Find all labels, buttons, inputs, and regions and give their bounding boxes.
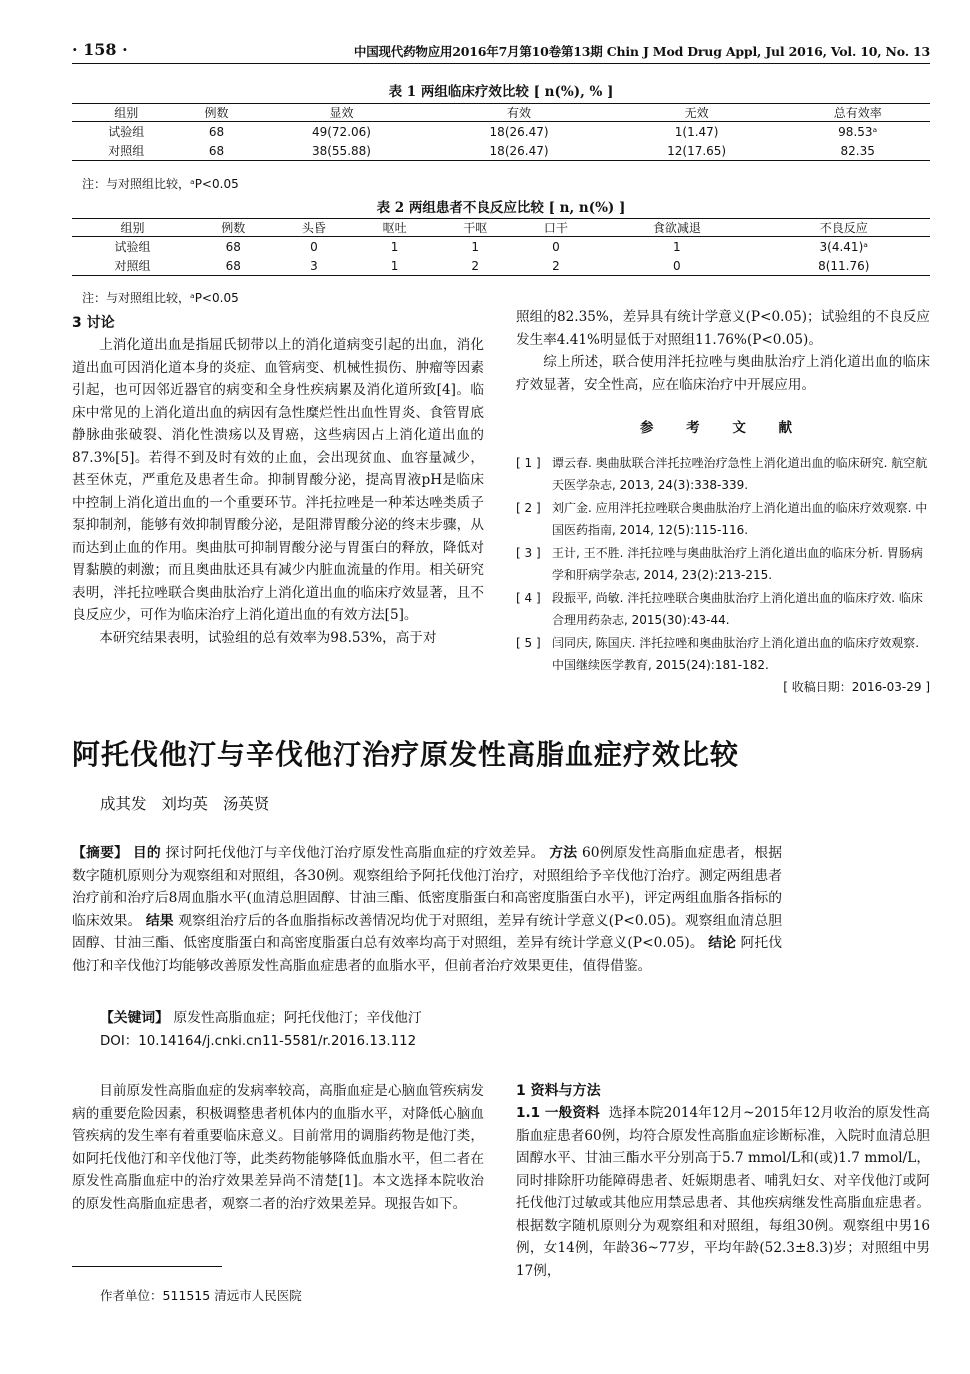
table-header: 干呕 [435, 219, 516, 237]
reference-number: [ 4 ] [516, 591, 541, 605]
table-cell: 68 [208, 124, 225, 139]
table-cell: 49(72.06) [311, 124, 371, 139]
reference-list [516, 452, 930, 676]
table-row [72, 141, 930, 161]
discussion-paragraph: 综上所述，联合使用泮托拉唑与奥曲肽治疗上消化道出血的临床疗效显著，安全性高，应在临床治疗中开展应用。 [516, 354, 930, 393]
article-authors: 成其发 刘均英 汤英贤 [100, 795, 270, 813]
table-cell: 68 [225, 239, 241, 254]
journal-header: 中国现代药物应用2016年7月第10卷第13期 Chin J Mod Drug Appl, Jul 2016, Vol. 10, No. 13 [353, 44, 930, 59]
table-cell: 18(26.47) [489, 143, 549, 158]
keywords-label: 【关键词】 [100, 1010, 169, 1026]
table-cell: 2 [471, 258, 480, 273]
methods-text: 60例原发性高脂血症患者，根据数字随机原则分为观察组和对照组，各30例。观察组给予阿托伐他汀治疗，对照组给予辛伐他汀治疗。测定两组患者治疗前和治疗后8周血脂水平(血清总胆固醇、甘油三酯、低密度脂蛋白和高密度脂蛋白水平)，评定两组血脂各指标的临床效果。 [72, 845, 783, 929]
reference-item [516, 542, 930, 586]
table-header: 无效 [608, 104, 786, 122]
reference-text: 段振平, 尚敏. 泮托拉唑联合奥曲肽治疗上消化道出血的临床疗效. 临床合理用药杂志, 2015(30):43-44. [552, 591, 923, 627]
table-cell: 对照组 [114, 259, 151, 273]
table-cell: 98.53ᵃ [838, 124, 878, 139]
received-date: [ 收稿日期：2016-03-29 ] [783, 680, 930, 694]
keywords-text: 原发性高脂血症；阿托伐他汀；辛伐他汀 [173, 1010, 422, 1026]
section-heading-methods: 1 资料与方法 [516, 1083, 601, 1099]
table-cell: 3 [310, 258, 318, 273]
table-cell: 0 [310, 239, 318, 254]
table-cell: 8(11.76) [818, 258, 870, 273]
table-header: 不良反应 [757, 219, 930, 237]
table-header: 例数 [193, 219, 274, 237]
table-header: 呕吐 [354, 219, 435, 237]
table-header: 食欲减退 [596, 219, 757, 237]
subsection-text: 选择本院2014年12月~2015年12月收治的原发性高脂血症患者60例，均符合原发性高脂血症诊断标准，入院时血清总胆固醇水平、甘油三酯水平分别高于5.7 mmol/L和(或)1.7 mmol/L，同时排除肝功能障碍患者、妊娠期患者、哺乳妇女、对辛伐他汀或阿托伐他汀过敏或其他应用禁忌患者、其他疾病继发性高脂血症患者。根据数字随机原则分为观察组和对照组，每组30例。观察组中男16例，女14例，年龄36~77岁，平均年龄(52.3±8.3)岁；对照组中男17例， [516, 1105, 930, 1279]
discussion-paragraph: 上消化道出血是指屈氏韧带以上的消化道病变引起的出血，消化道出血可因消化道本身的炎症、血管病变、机械性损伤、肿瘤等因素引起，也可因邻近器官的病变和全身性疾病累及消化道所致[4]。临床中常见的上消化道出血的病因有急性糜烂性出血性胃炎、食管胃底静脉曲张破裂、消化性溃疡以及胃癌，这些病因占上消化道出血的87.3%[5]。若得不到及时有效的止血，会出现贫血、血容量减少，甚至休克，严重危及患者生命。抑制胃酸分泌，提高胃液pH是临床中控制上消化道出血的一个重要环节。泮托拉唑是一种苯达唑类质子泵抑制剂，能够有效抑制胃酸分泌，是阻滞胃酸分泌的终末步骤，从而达到止血的作用。奥曲肽可抑制胃酸分泌与胃蛋白的释放，降低对胃黏膜的刺激；而且奥曲肽还具有减少内脏血流量的作用。相关研究表明，泮托拉唑联合奥曲肽治疗上消化道出血的临床疗效显著，且不良反应少，可作为临床治疗上消化道出血的有效方法[5]。 [72, 337, 484, 623]
table-cell: 68 [208, 143, 225, 158]
doi: DOI：10.14164/j.cnki.cn11-5581/r.2016.13.112 [100, 1034, 417, 1049]
discussion-paragraph: 照组的82.35%，差异具有统计学意义(P<0.05)；试验组的不良反应发生率4.41%明显低于对照组11.76%(P<0.05)。 [516, 309, 930, 348]
table-cell: 1(1.47) [674, 124, 719, 139]
table-header: 例数 [180, 104, 252, 122]
table2-note: 注：与对照组比较，ᵃP<0.05 [82, 291, 239, 305]
table-row [72, 256, 930, 276]
table-header-row [72, 219, 930, 237]
table2-caption: 表 2 两组患者不良反应比较 [ n, n(%) ] [376, 200, 626, 216]
reference-text: 刘广金. 应用泮托拉唑联合奥曲肽治疗上消化道出血的临床疗效观察. 中国医药指南, 2014, 12(5):115-116. [552, 501, 928, 537]
table-cell: 试验组 [114, 240, 151, 254]
table-cell: 3(4.41)ᵃ [819, 239, 868, 254]
abstract-label: 【摘要】 [72, 845, 129, 861]
conclusion-label: 结论 [708, 935, 736, 952]
discussion-paragraph: 本研究结果表明，试验组的总有效率为98.53%，高于对 [99, 629, 437, 646]
keywords [100, 1006, 422, 1026]
objective-text: 探讨阿托伐他汀与辛伐他汀治疗原发性高脂血症的疗效差异。 [165, 845, 545, 861]
intro-paragraph: 目前原发性高脂血症的发病率较高，高脂血症是心脑血管疾病发病的重要危险因素，积极调整患者机体内的血脂水平，对降低心脑血管疾病的发生率有着重要临床意义。目前常用的调脂药物是他汀类，如阿托伐他汀和辛伐他汀等，此类药物能够降低血脂水平，但二者在原发性高脂血症中的治疗效果差异尚不清楚[1]。本文选择本院收治的原发性高脂血症患者，观察二者的治疗效果差异。现报告如下。 [72, 1083, 484, 1212]
table-header: 有效 [430, 104, 608, 122]
table-cell: 18(26.47) [489, 124, 549, 139]
article-title: 阿托伐他汀与辛伐他汀治疗原发性高脂血症疗效比较 [72, 738, 740, 771]
table-header: 口干 [516, 219, 597, 237]
reference-number: [ 5 ] [516, 636, 541, 650]
reference-text: 谭云春. 奥曲肽联合泮托拉唑治疗急性上消化道出血的临床研究. 航空航天医学杂志, 2013, 24(3):338-339. [552, 456, 928, 492]
table-header: 显效 [253, 104, 431, 122]
table1-caption: 表 1 两组临床疗效比较 [ n(%), % ] [388, 84, 614, 100]
reference-text: 闫同庆, 陈国庆. 泮托拉唑和奥曲肽治疗上消化道出血的临床疗效观察. 中国继续医学教育, 2015(24):181-182. [552, 636, 920, 672]
table-cell: 0 [673, 258, 681, 273]
reference-number: [ 3 ] [516, 546, 541, 560]
discussion-left-column [72, 334, 484, 649]
author-unit: 作者单位：511515 清远市人民医院 [100, 1288, 302, 1303]
results-label: 结果 [145, 912, 174, 929]
table-cell: 1 [673, 239, 681, 254]
footnote-rule [72, 1266, 222, 1267]
references-heading: 参 考 文 献 [639, 420, 807, 436]
table-header: 头昏 [274, 219, 355, 237]
header-rule [72, 63, 930, 64]
methods-label: 方法 [549, 845, 578, 861]
table-cell: 68 [225, 258, 241, 273]
table-cell: 2 [552, 258, 560, 273]
table-cell: 12(17.65) [667, 143, 727, 158]
objective-label: 目的 [132, 845, 161, 861]
table-header: 总有效率 [785, 104, 930, 122]
table-cell: 38(55.88) [311, 143, 371, 158]
reference-item [516, 587, 930, 631]
table-cell: 对照组 [108, 144, 145, 158]
discussion-right-column [516, 306, 930, 396]
methods-column [516, 1102, 930, 1282]
table-cell: 82.35 [840, 143, 875, 158]
conclusion-text: 阿托伐他汀和辛伐他汀均能够改善原发性高脂血症患者的血脂水平，但前者治疗效果更佳，值得借鉴。 [72, 935, 783, 974]
methods-paragraph [516, 1102, 930, 1282]
table-header: 组别 [72, 104, 180, 122]
intro-column [72, 1080, 484, 1215]
subsection-label: 1.1 一般资料 [516, 1105, 600, 1121]
table-cell: 1 [390, 239, 399, 254]
results-text: 观察组治疗后的各血脂指标改善情况均优于对照组，差异有统计学意义(P<0.05)。观察组血清总胆固醇、甘油三酯、低密度脂蛋白和高密度脂蛋白总有效率均高于对照组，差异有统计学意义(P<0.05)。 [72, 912, 783, 952]
table-cell: 1 [390, 258, 399, 273]
table-header: 组别 [72, 219, 193, 237]
reference-number: [ 2 ] [516, 501, 541, 515]
table-cell: 1 [471, 239, 480, 254]
table-cell: 0 [552, 239, 560, 254]
table-header-row [72, 104, 930, 122]
abstract [72, 842, 782, 978]
table-row [72, 122, 930, 142]
reference-item [516, 632, 930, 676]
table-cell: 试验组 [108, 125, 145, 139]
reference-item [516, 497, 930, 541]
section-heading-discussion: 3 讨论 [72, 315, 115, 331]
reference-item [516, 452, 930, 496]
page-number: · 158 · [72, 40, 128, 59]
table-row [72, 237, 930, 257]
table1 [72, 103, 930, 161]
table2 [72, 218, 930, 276]
table1-note: 注：与对照组比较，ᵃP<0.05 [82, 177, 239, 191]
reference-text: 王计, 王不胜. 泮托拉唑与奥曲肽治疗上消化道出血的临床分析. 胃肠病学和肝病学杂志, 2014, 23(2):213-215. [552, 546, 923, 582]
reference-number: [ 1 ] [516, 456, 541, 470]
